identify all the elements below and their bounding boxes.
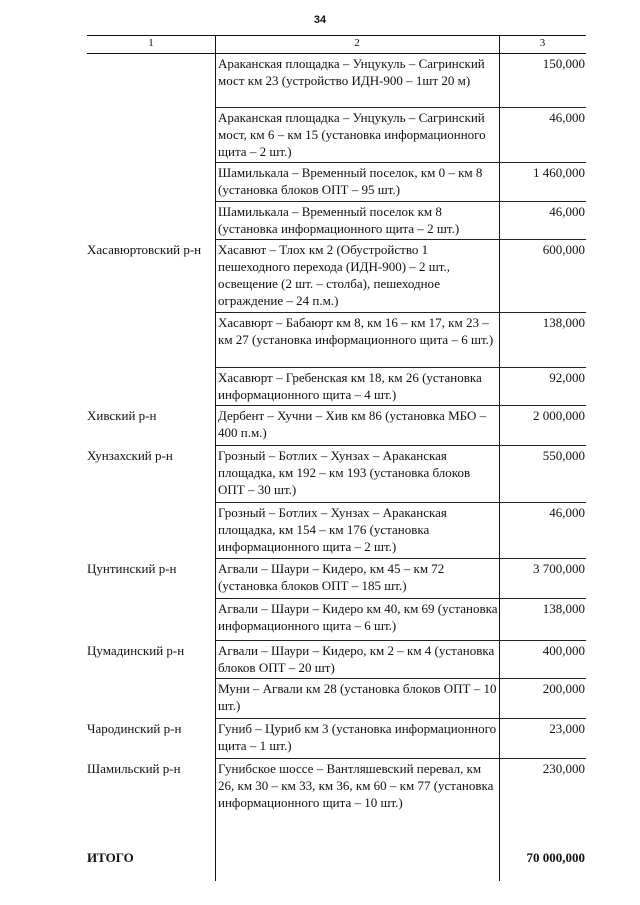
- table-row: [87, 641, 586, 679]
- description-cell: Агвали – Шаури – Кидеро км 40, км 69 (установка информационного щита – 6 шт.): [218, 601, 498, 633]
- table-row: [87, 368, 586, 406]
- amount-cell: 138,000: [542, 601, 585, 616]
- description-cell: Муни – Агвали км 28 (установка блоков ОПТ – 10 шт.): [218, 681, 497, 713]
- table-row: [87, 240, 586, 313]
- table-row: [87, 406, 586, 446]
- district-cell: Хунзахский р-н: [87, 448, 173, 463]
- table-row: [87, 54, 586, 108]
- table-top-rule: [87, 35, 586, 36]
- table-row: [87, 202, 586, 240]
- table-row: [87, 108, 586, 163]
- description-cell: Шамилькала – Временный поселок км 8 (установка информационного щита – 2 шт.): [218, 204, 460, 236]
- column-header-1: 1: [148, 37, 154, 49]
- page-number: 34: [313, 14, 327, 26]
- description-cell: Грозный – Ботлих – Хунзах – Араканская площадка, км 192 – км 193 (установка блоков ОПТ – 30 шт.): [218, 448, 471, 497]
- description-cell: Гуниб – Цуриб км 3 (установка информационного щита – 1 шт.): [218, 721, 497, 753]
- amount-cell: 400,000: [542, 643, 585, 658]
- description-cell: Хасавют – Тлох км 2 (Обустройство 1 пешеходного перехода (ИДН-900) – 2 шт., освещение (2 шт. – столба), пешеходное ограждение – 24 п.м.): [218, 242, 450, 308]
- amount-cell: 2 000,000: [533, 408, 585, 423]
- district-cell: Чародинский р-н: [87, 721, 182, 736]
- amount-cell: 230,000: [542, 761, 585, 776]
- description-cell: Шамилькала – Временный поселок, км 0 – км 8 (установка блоков ОПТ – 95 шт.): [218, 165, 483, 197]
- description-cell: Гунибское шоссе – Вантляшевский перевал, км 26, км 30 – км 33, км 36, км 60 – км 77 (установка информационного щита – 10 шт.): [218, 761, 494, 810]
- description-cell: Араканская площадка – Унцукуль – Сагринский мост, км 6 – км 15 (установка информационного щита – 2 шт.): [218, 110, 486, 159]
- amount-cell: 150,000: [542, 56, 585, 71]
- total-label: ИТОГО: [87, 850, 134, 865]
- column-header-2: 2: [354, 37, 360, 49]
- table-row: [87, 719, 586, 759]
- budget-table: [87, 35, 586, 881]
- description-cell: Дербент – Хучни – Хив км 86 (установка МБО – 400 п.м.): [218, 408, 487, 440]
- description-cell: Хасавюрт – Бабаюрт км 8, км 16 – км 17, км 23 – км 27 (установка информационного щита – 6 шт.): [218, 315, 494, 347]
- amount-cell: 46,000: [549, 204, 585, 219]
- table-row: [87, 599, 586, 641]
- amount-cell: 46,000: [549, 110, 585, 125]
- amount-cell: 550,000: [542, 448, 585, 463]
- table-row: [87, 163, 586, 202]
- column-header-3: 3: [539, 37, 546, 49]
- total-amount: 70 000,000: [526, 850, 585, 865]
- district-cell: Хасавюртовский р-н: [87, 242, 202, 257]
- amount-cell: 92,000: [549, 370, 585, 385]
- table-row: [87, 446, 586, 503]
- district-cell: Хивский р-н: [87, 408, 157, 423]
- amount-cell: 1 460,000: [533, 165, 585, 180]
- description-cell: Агвали – Шаури – Кидеро, км 45 – км 72 (установка блоков ОПТ – 185 шт.): [218, 561, 445, 593]
- description-cell: Хасавюрт – Гребенская км 18, км 26 (установка информационного щита – 4 шт.): [218, 370, 482, 402]
- description-cell: Агвали – Шаури – Кидеро, км 2 – км 4 (установка блоков ОПТ – 20 шт): [218, 643, 495, 675]
- description-cell: Араканская площадка – Унцукуль – Сагринский мост км 23 (устройство ИДН-900 – 1шт 20 м): [218, 56, 485, 88]
- amount-cell: 46,000: [549, 505, 585, 520]
- table-row: [87, 503, 586, 559]
- table-row: [87, 313, 586, 368]
- table-row: [87, 559, 586, 599]
- amount-cell: 3 700,000: [533, 561, 585, 576]
- table-row: [87, 759, 586, 817]
- table-row: [87, 679, 586, 719]
- district-cell: Цунтинский р-н: [87, 561, 177, 576]
- amount-cell: 23,000: [549, 721, 585, 736]
- district-cell: Цумадинский р-н: [87, 643, 185, 658]
- amount-cell: 138,000: [542, 315, 585, 330]
- description-cell: Грозный – Ботлих – Хунзах – Араканская площадка, км 154 – км 176 (установка информационного щита – 2 шт.): [218, 505, 447, 554]
- amount-cell: 600,000: [542, 242, 585, 257]
- district-cell: Шамильский р-н: [87, 761, 181, 776]
- amount-cell: 200,000: [542, 681, 585, 696]
